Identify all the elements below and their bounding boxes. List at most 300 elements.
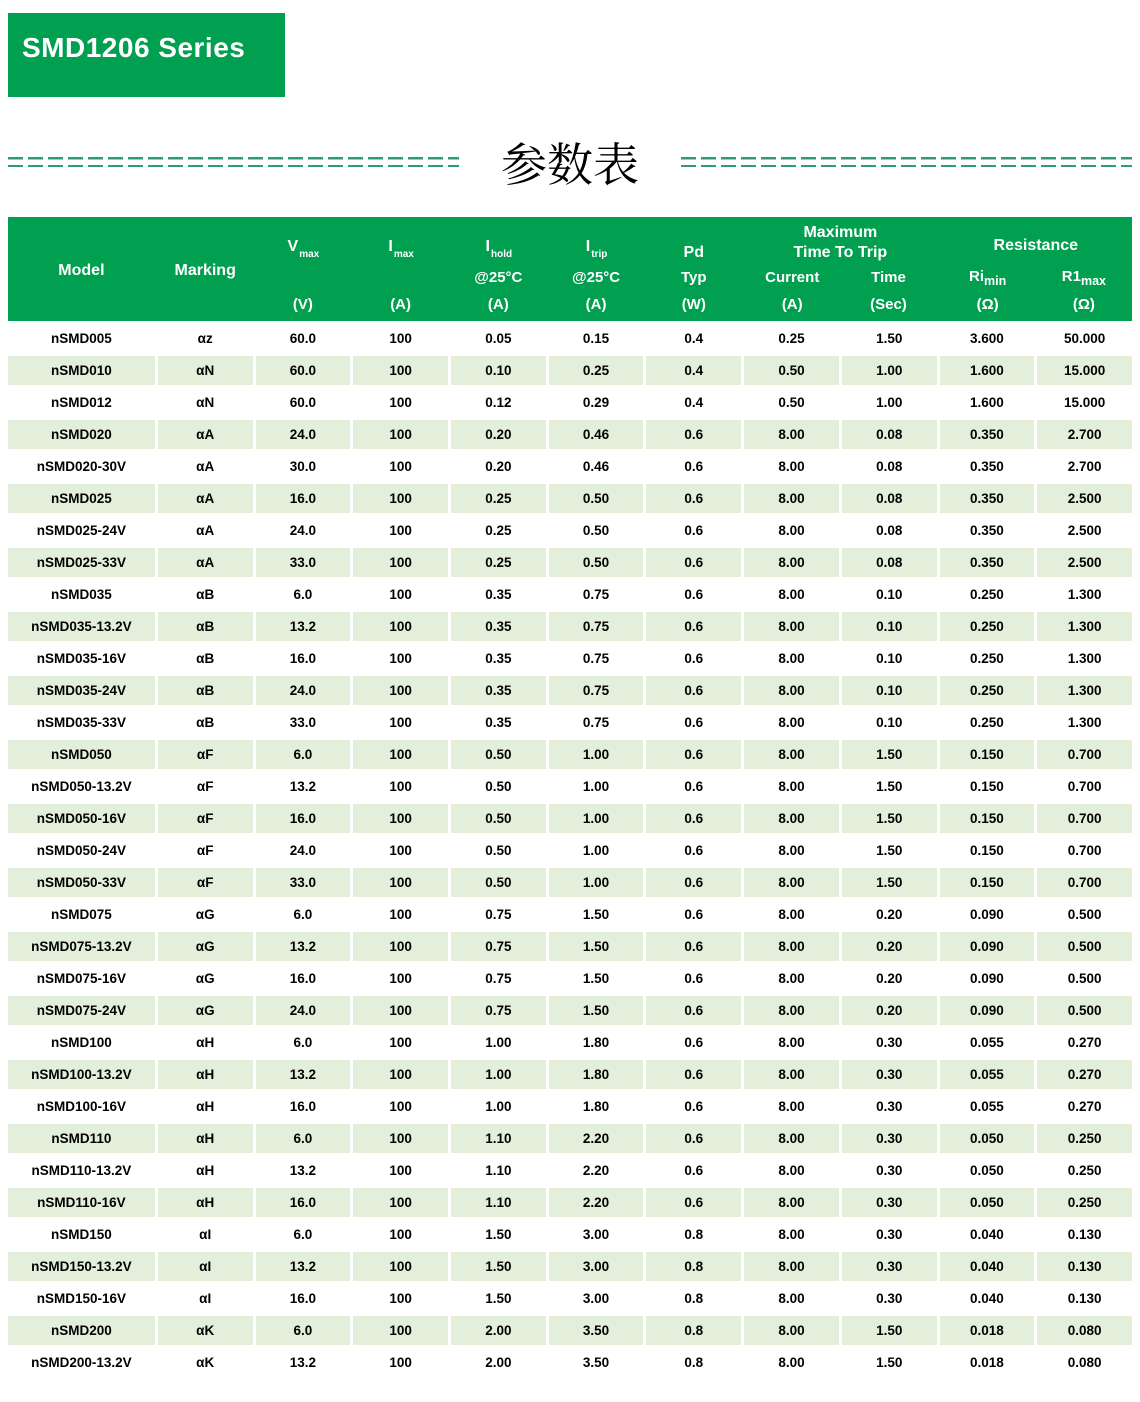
series-title: SMD1206 Series (22, 32, 246, 63)
cell-r1max: 0.500 (1037, 964, 1132, 993)
cell-ihold: 0.75 (451, 900, 546, 929)
cell-r1max: 15.000 (1037, 356, 1132, 385)
cell-rimin: 0.250 (940, 580, 1035, 609)
table-row (8, 804, 1132, 833)
cell-time: 1.50 (842, 1348, 937, 1377)
cell-rimin: 0.090 (940, 996, 1035, 1025)
cell-r1max: 0.500 (1037, 900, 1132, 929)
cell-vmax: 16.0 (256, 964, 351, 993)
cell-model: nSMD075 (8, 900, 155, 929)
cell-ihold: 0.35 (451, 644, 546, 673)
cell-ihold: 0.25 (451, 516, 546, 545)
cell-pd: 0.4 (646, 324, 741, 353)
table-body (8, 324, 1132, 1377)
cell-time: 1.50 (842, 1316, 937, 1345)
cell-model: nSMD035-16V (8, 644, 155, 673)
header-cell-imax: $I_{max}$ (A) (388, 237, 414, 313)
cell-ihold: 0.50 (451, 836, 546, 865)
cell-ihold: 2.00 (451, 1316, 546, 1345)
table-row (8, 1060, 1132, 1089)
cell-current: 8.00 (744, 1252, 839, 1281)
cell-marking: αG (158, 900, 253, 929)
cell-rimin: 0.250 (940, 644, 1035, 673)
cell-marking: αB (158, 612, 253, 641)
cell-model: nSMD150 (8, 1220, 155, 1249)
cell-time: 0.10 (842, 644, 937, 673)
cell-rimin: 0.150 (940, 836, 1035, 865)
cell-r1max: 0.500 (1037, 932, 1132, 961)
header-group-time-to-trip: Maximum Time To Trip Current (A) Time (Sec) (744, 221, 936, 321)
cell-rimin: 0.350 (940, 420, 1035, 449)
cell-vmax: 6.0 (256, 580, 351, 609)
cell-pd: 0.6 (646, 804, 741, 833)
cell-vmax: 16.0 (256, 644, 351, 673)
cell-rimin: 0.350 (940, 484, 1035, 513)
cell-time: 0.10 (842, 612, 937, 641)
cell-model: nSMD035-24V (8, 676, 155, 705)
cell-rimin: 0.050 (940, 1188, 1035, 1217)
cell-imax: 100 (353, 420, 448, 449)
cell-current: 8.00 (744, 1284, 839, 1313)
cell-itrip: 3.00 (549, 1284, 644, 1313)
cell-imax: 100 (353, 1220, 448, 1249)
cell-current: 8.00 (744, 452, 839, 481)
cell-r1max: 0.250 (1037, 1124, 1132, 1153)
cell-vmax: 60.0 (256, 388, 351, 417)
cell-vmax: 13.2 (256, 932, 351, 961)
cell-time: 0.10 (842, 580, 937, 609)
cell-r1max: 1.300 (1037, 612, 1132, 641)
cell-r1max: 0.130 (1037, 1220, 1132, 1249)
cell-time: 0.30 (842, 1284, 937, 1313)
cell-marking: αH (158, 1028, 253, 1057)
table-row (8, 356, 1132, 385)
cell-time: 0.20 (842, 932, 937, 961)
header-cell-time: Time (Sec) (870, 269, 907, 313)
header-cell-itrip: $I_{trip}$ @25°C (A) (571, 237, 621, 313)
cell-imax: 100 (353, 388, 448, 417)
cell-ihold: 0.75 (451, 996, 546, 1025)
cell-ihold: 0.20 (451, 420, 546, 449)
cell-marking: αB (158, 580, 253, 609)
table-row (8, 580, 1132, 609)
cell-marking: αA (158, 452, 253, 481)
cell-vmax: 33.0 (256, 708, 351, 737)
table-row (8, 740, 1132, 769)
cell-current: 8.00 (744, 1156, 839, 1185)
cell-pd: 0.6 (646, 548, 741, 577)
cell-imax: 100 (353, 964, 448, 993)
table-row (8, 1092, 1132, 1121)
cell-imax: 100 (353, 772, 448, 801)
table-row (8, 1156, 1132, 1185)
cell-current: 8.00 (744, 996, 839, 1025)
cell-itrip: 1.00 (549, 804, 644, 833)
cell-vmax: 6.0 (256, 1316, 351, 1345)
table-row (8, 388, 1132, 417)
cell-rimin: 0.250 (940, 676, 1035, 705)
cell-time: 1.50 (842, 772, 937, 801)
cell-current: 8.00 (744, 804, 839, 833)
cell-time: 0.10 (842, 708, 937, 737)
cell-rimin: 0.055 (940, 1092, 1035, 1121)
cell-vmax: 16.0 (256, 484, 351, 513)
cell-rimin: 0.055 (940, 1028, 1035, 1057)
cell-itrip: 1.00 (549, 836, 644, 865)
cell-pd: 0.6 (646, 772, 741, 801)
cell-itrip: 0.75 (549, 644, 644, 673)
cell-ihold: 1.10 (451, 1188, 546, 1217)
cell-rimin: 0.018 (940, 1316, 1035, 1345)
cell-pd: 0.6 (646, 996, 741, 1025)
cell-ihold: 0.05 (451, 324, 546, 353)
cell-vmax: 13.2 (256, 1348, 351, 1377)
cell-r1max: 0.700 (1037, 836, 1132, 865)
cell-r1max: 2.500 (1037, 516, 1132, 545)
cell-time: 1.50 (842, 324, 937, 353)
cell-marking: αF (158, 868, 253, 897)
series-banner (8, 13, 285, 97)
cell-rimin: 0.350 (940, 548, 1035, 577)
section-title-row (8, 119, 1132, 205)
cell-imax: 100 (353, 868, 448, 897)
table-row (8, 868, 1132, 897)
cell-vmax: 6.0 (256, 740, 351, 769)
cell-imax: 100 (353, 932, 448, 961)
cell-marking: αH (158, 1124, 253, 1153)
cell-current: 0.50 (744, 356, 839, 385)
cell-rimin: 0.250 (940, 708, 1035, 737)
cell-pd: 0.6 (646, 580, 741, 609)
cell-current: 8.00 (744, 516, 839, 545)
cell-marking: αI (158, 1252, 253, 1281)
cell-model: nSMD025-24V (8, 516, 155, 545)
cell-itrip: 1.80 (549, 1092, 644, 1121)
cell-marking: αB (158, 676, 253, 705)
table-row (8, 324, 1132, 353)
table-row (8, 708, 1132, 737)
cell-ihold: 1.10 (451, 1124, 546, 1153)
cell-marking: αA (158, 484, 253, 513)
cell-time: 0.30 (842, 1092, 937, 1121)
cell-imax: 100 (353, 644, 448, 673)
cell-ihold: 0.35 (451, 612, 546, 641)
cell-pd: 0.6 (646, 1188, 741, 1217)
cell-r1max: 0.080 (1037, 1316, 1132, 1345)
cell-model: nSMD010 (8, 356, 155, 385)
cell-imax: 100 (353, 1156, 448, 1185)
table-row (8, 548, 1132, 577)
cell-model: nSMD200-13.2V (8, 1348, 155, 1377)
cell-model: nSMD075-13.2V (8, 932, 155, 961)
cell-time: 0.30 (842, 1188, 937, 1217)
cell-marking: αK (158, 1348, 253, 1377)
cell-marking: αH (158, 1060, 253, 1089)
cell-current: 8.00 (744, 1124, 839, 1153)
cell-time: 1.50 (842, 804, 937, 833)
cell-pd: 0.6 (646, 1028, 741, 1057)
table-row (8, 772, 1132, 801)
cell-itrip: 0.75 (549, 580, 644, 609)
cell-pd: 0.8 (646, 1284, 741, 1313)
table-row (8, 644, 1132, 673)
cell-r1max: 0.130 (1037, 1252, 1132, 1281)
cell-vmax: 16.0 (256, 1284, 351, 1313)
cell-time: 1.00 (842, 388, 937, 417)
table-row (8, 484, 1132, 513)
cell-time: 1.50 (842, 740, 937, 769)
cell-ihold: 0.25 (451, 484, 546, 513)
cell-model: nSMD035 (8, 580, 155, 609)
cell-vmax: 13.2 (256, 1156, 351, 1185)
cell-ihold: 0.35 (451, 708, 546, 737)
cell-vmax: 24.0 (256, 420, 351, 449)
cell-time: 0.08 (842, 452, 937, 481)
header-cell-model: Model (58, 262, 105, 279)
cell-marking: αF (158, 836, 253, 865)
cell-current: 8.00 (744, 420, 839, 449)
cell-imax: 100 (353, 452, 448, 481)
cell-current: 0.50 (744, 388, 839, 417)
cell-vmax: 6.0 (256, 900, 351, 929)
cell-vmax: 16.0 (256, 804, 351, 833)
cell-rimin: 0.040 (940, 1252, 1035, 1281)
cell-imax: 100 (353, 1316, 448, 1345)
cell-itrip: 2.20 (549, 1156, 644, 1185)
cell-marking: αF (158, 772, 253, 801)
table-row (8, 1316, 1132, 1345)
cell-ihold: 0.50 (451, 804, 546, 833)
cell-time: 0.30 (842, 1028, 937, 1057)
cell-marking: αG (158, 964, 253, 993)
cell-r1max: 0.270 (1037, 1028, 1132, 1057)
cell-imax: 100 (353, 1284, 448, 1313)
cell-vmax: 6.0 (256, 1028, 351, 1057)
cell-time: 0.30 (842, 1156, 937, 1185)
table-row (8, 452, 1132, 481)
cell-time: 1.00 (842, 356, 937, 385)
cell-imax: 100 (353, 1252, 448, 1281)
cell-imax: 100 (353, 1124, 448, 1153)
cell-ihold: 1.50 (451, 1284, 546, 1313)
cell-marking: αA (158, 420, 253, 449)
cell-pd: 0.8 (646, 1252, 741, 1281)
cell-model: nSMD200 (8, 1316, 155, 1345)
cell-imax: 100 (353, 804, 448, 833)
cell-marking: αH (158, 1092, 253, 1121)
cell-r1max: 1.300 (1037, 708, 1132, 737)
cell-time: 0.08 (842, 420, 937, 449)
cell-imax: 100 (353, 900, 448, 929)
cell-r1max: 1.300 (1037, 580, 1132, 609)
cell-vmax: 24.0 (256, 836, 351, 865)
cell-r1max: 0.700 (1037, 772, 1132, 801)
table-row (8, 516, 1132, 545)
cell-model: nSMD035-33V (8, 708, 155, 737)
cell-current: 8.00 (744, 580, 839, 609)
cell-marking: αA (158, 548, 253, 577)
table-row (8, 1252, 1132, 1281)
cell-rimin: 0.150 (940, 804, 1035, 833)
table-row (8, 1124, 1132, 1153)
cell-pd: 0.6 (646, 836, 741, 865)
cell-model: nSMD050-13.2V (8, 772, 155, 801)
cell-ihold: 0.75 (451, 964, 546, 993)
cell-itrip: 1.00 (549, 868, 644, 897)
cell-imax: 100 (353, 708, 448, 737)
cell-r1max: 50.000 (1037, 324, 1132, 353)
cell-imax: 100 (353, 1028, 448, 1057)
cell-ihold: 0.10 (451, 356, 546, 385)
table-row (8, 1220, 1132, 1249)
cell-time: 0.08 (842, 548, 937, 577)
cell-rimin: 0.050 (940, 1156, 1035, 1185)
cell-r1max: 0.250 (1037, 1188, 1132, 1217)
cell-itrip: 1.50 (549, 932, 644, 961)
header-cell-r1max: $R1_{max}$ (Ω) (1061, 267, 1106, 313)
cell-vmax: 33.0 (256, 868, 351, 897)
cell-current: 8.00 (744, 964, 839, 993)
cell-r1max: 2.700 (1037, 452, 1132, 481)
cell-imax: 100 (353, 676, 448, 705)
cell-itrip: 0.75 (549, 676, 644, 705)
cell-pd: 0.6 (646, 420, 741, 449)
cell-r1max: 0.250 (1037, 1156, 1132, 1185)
cell-imax: 100 (353, 1188, 448, 1217)
cell-marking: αH (158, 1188, 253, 1217)
cell-imax: 100 (353, 548, 448, 577)
cell-rimin: 1.600 (940, 388, 1035, 417)
cell-r1max: 1.300 (1037, 676, 1132, 705)
cell-r1max: 2.500 (1037, 548, 1132, 577)
table-row (8, 676, 1132, 705)
cell-vmax: 33.0 (256, 548, 351, 577)
cell-model: nSMD025-33V (8, 548, 155, 577)
cell-model: nSMD050 (8, 740, 155, 769)
cell-time: 0.08 (842, 516, 937, 545)
cell-ihold: 1.50 (451, 1220, 546, 1249)
cell-pd: 0.6 (646, 1156, 741, 1185)
cell-pd: 0.8 (646, 1348, 741, 1377)
cell-vmax: 24.0 (256, 996, 351, 1025)
cell-vmax: 16.0 (256, 1188, 351, 1217)
cell-current: 8.00 (744, 708, 839, 737)
cell-current: 8.00 (744, 484, 839, 513)
cell-vmax: 60.0 (256, 356, 351, 385)
cell-itrip: 1.00 (549, 740, 644, 769)
cell-current: 8.00 (744, 1348, 839, 1377)
header-cell-marking: Marking (174, 262, 236, 279)
cell-r1max: 0.700 (1037, 804, 1132, 833)
cell-vmax: 30.0 (256, 452, 351, 481)
cell-ihold: 0.75 (451, 932, 546, 961)
cell-itrip: 0.29 (549, 388, 644, 417)
cell-pd: 0.4 (646, 388, 741, 417)
cell-vmax: 24.0 (256, 676, 351, 705)
cell-marking: αF (158, 804, 253, 833)
cell-marking: αF (158, 740, 253, 769)
cell-rimin: 0.040 (940, 1220, 1035, 1249)
header-cell-vmax: $V_{max}$ (V) (287, 237, 320, 313)
cell-pd: 0.8 (646, 1316, 741, 1345)
table-header (8, 217, 1132, 321)
table-row (8, 1028, 1132, 1057)
table-row (8, 612, 1132, 641)
cell-pd: 0.6 (646, 612, 741, 641)
cell-imax: 100 (353, 516, 448, 545)
cell-time: 0.10 (842, 676, 937, 705)
cell-model: nSMD050-24V (8, 836, 155, 865)
cell-itrip: 2.20 (549, 1188, 644, 1217)
cell-itrip: 1.50 (549, 996, 644, 1025)
cell-imax: 100 (353, 740, 448, 769)
cell-marking: αI (158, 1220, 253, 1249)
cell-ihold: 0.35 (451, 676, 546, 705)
cell-time: 0.20 (842, 996, 937, 1025)
table-row (8, 932, 1132, 961)
cell-ihold: 0.25 (451, 548, 546, 577)
cell-imax: 100 (353, 580, 448, 609)
cell-pd: 0.6 (646, 644, 741, 673)
cell-model: nSMD050-16V (8, 804, 155, 833)
cell-rimin: 0.350 (940, 452, 1035, 481)
cell-rimin: 0.250 (940, 612, 1035, 641)
cell-rimin: 1.600 (940, 356, 1035, 385)
cell-rimin: 0.150 (940, 740, 1035, 769)
cell-vmax: 13.2 (256, 772, 351, 801)
cell-model: nSMD110 (8, 1124, 155, 1153)
cell-time: 0.08 (842, 484, 937, 513)
cell-pd: 0.6 (646, 932, 741, 961)
cell-imax: 100 (353, 836, 448, 865)
cell-pd: 0.6 (646, 452, 741, 481)
right-rule-decoration (681, 157, 1132, 167)
cell-ihold: 0.50 (451, 868, 546, 897)
cell-itrip: 2.20 (549, 1124, 644, 1153)
cell-imax: 100 (353, 484, 448, 513)
cell-time: 1.50 (842, 836, 937, 865)
cell-model: nSMD012 (8, 388, 155, 417)
cell-marking: αG (158, 996, 253, 1025)
cell-ihold: 0.35 (451, 580, 546, 609)
cell-r1max: 0.130 (1037, 1284, 1132, 1313)
cell-rimin: 0.350 (940, 516, 1035, 545)
cell-pd: 0.6 (646, 708, 741, 737)
cell-vmax: 16.0 (256, 1092, 351, 1121)
cell-itrip: 3.50 (549, 1316, 644, 1345)
cell-model: nSMD150-16V (8, 1284, 155, 1313)
cell-rimin: 0.090 (940, 964, 1035, 993)
cell-current: 8.00 (744, 772, 839, 801)
table-row (8, 836, 1132, 865)
cell-itrip: 0.46 (549, 452, 644, 481)
cell-model: nSMD025 (8, 484, 155, 513)
cell-marking: αN (158, 356, 253, 385)
table-row (8, 1188, 1132, 1217)
cell-current: 8.00 (744, 836, 839, 865)
cell-rimin: 0.090 (940, 932, 1035, 961)
cell-current: 8.00 (744, 1092, 839, 1121)
cell-current: 8.00 (744, 612, 839, 641)
cell-pd: 0.6 (646, 516, 741, 545)
cell-pd: 0.6 (646, 484, 741, 513)
cell-model: nSMD100 (8, 1028, 155, 1057)
cell-r1max: 0.500 (1037, 996, 1132, 1025)
cell-time: 0.30 (842, 1252, 937, 1281)
cell-model: nSMD110-13.2V (8, 1156, 155, 1185)
cell-pd: 0.6 (646, 740, 741, 769)
cell-vmax: 24.0 (256, 516, 351, 545)
